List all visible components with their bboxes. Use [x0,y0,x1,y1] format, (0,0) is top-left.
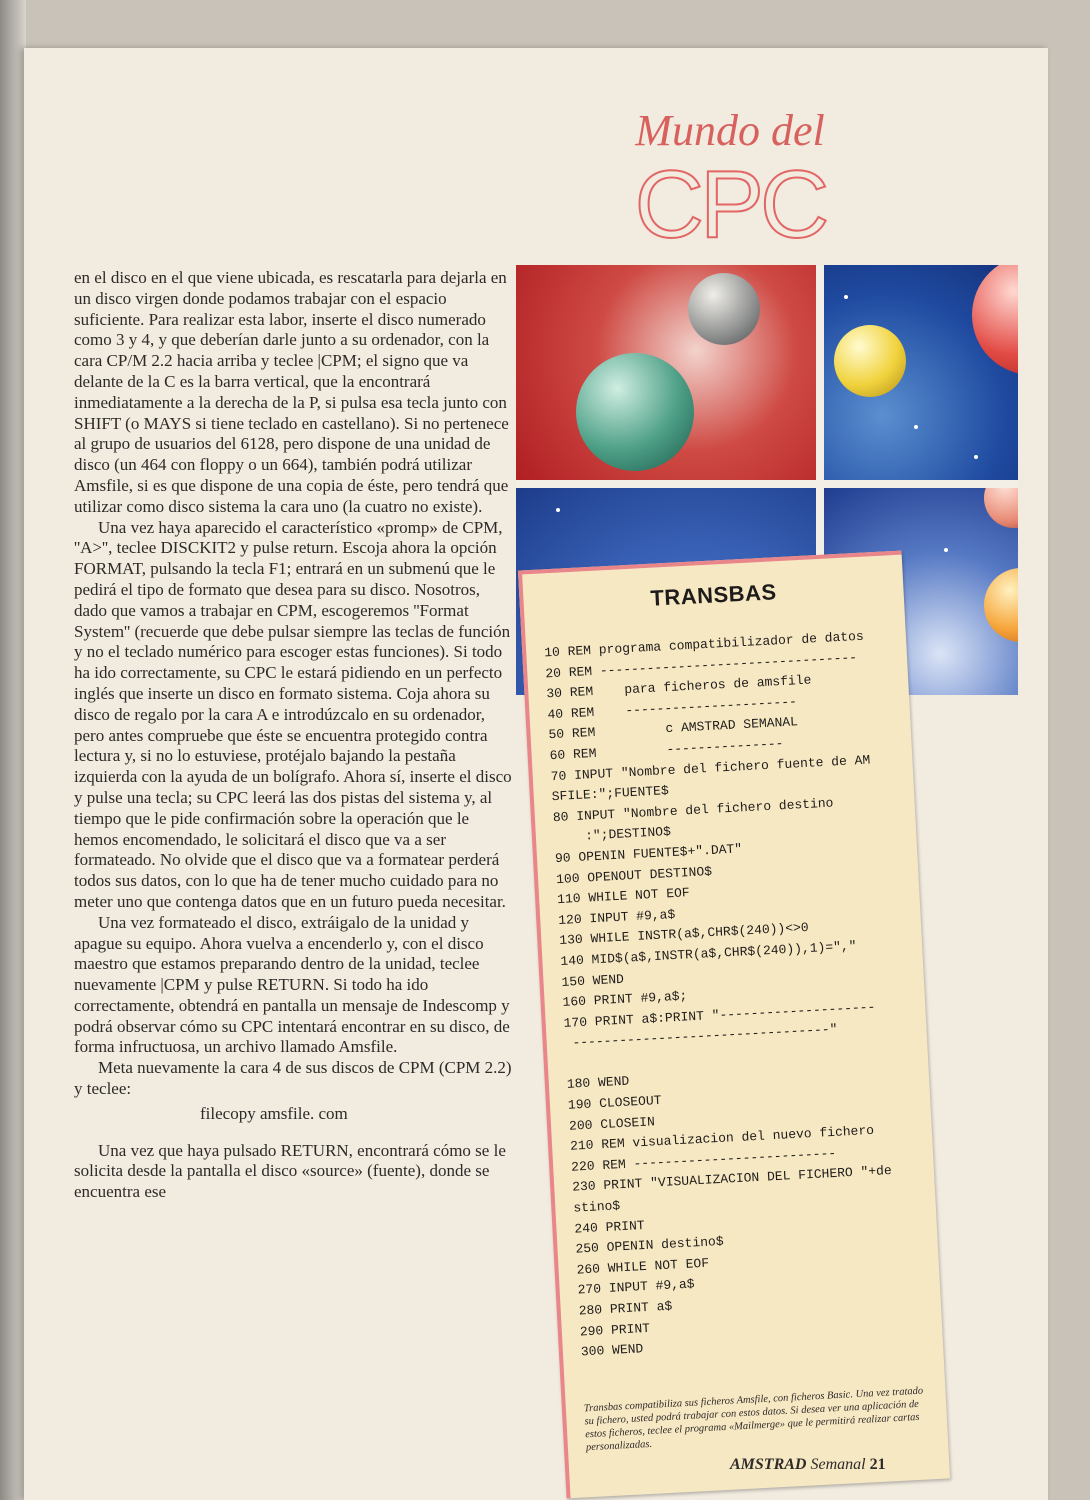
illustration-panel-blue [824,265,1018,480]
star-dot [974,455,978,459]
article-paragraph: Una vez formateado el disco, extráigalo de la unidad y apague su equipo. Ahora vuelva a encenderlo y, con el disco maestro que estamos preparando dentro de la unidad, teclee nuevamente |CPM y pulse RETURN. Si todo ha ido correctamente, obtendrá en pantalla un mensaje de Indescomp y podrá observar cómo su CPC intentará encontrar en su disco, de forma infructuosa, un archivo llamado Amsfile. [74,912,510,1057]
teal-sphere [576,353,694,471]
star-dot [556,508,560,512]
basic-code: 10 REM programa compatibilizador de datos 20 REM --------------------------------- 30 REM para ficheros de amsfile 40 REM ---------------------- 50 REM c AMSTRAD SEMANAL 60 REM --------------- 70 INPUT "Nombre del fichero fuente de AM SFILE:";FUENTE$ 80 INPUT "Nombre del fichero destino :";DESTINO$ 90 OPENIN FUENTE$+".DAT" 100 OPENOUT DESTINO$ 110 WHILE NOT EOF 120 INPUT #9,a$ 130 WHILE INSTR(a$,CHR$(240))<>0 140 MID$(a$,INSTR(a$,CHR$(240)),1)="," 150 WEND 160 PRINT #9,a$; 170 PRINT a$:PRINT "-------------------- ---------------------------------" 180 WEND 190 CLOSEOUT 200 CLOSEIN 210 REM visualizacion del nuevo fichero 220 REM -------------------------- 230 PRINT "VISUALIZACION DEL FICHERO "+de stino$ 240 PRINT 250 OPENIN destino$ 260 WHILE NOT EOF 270 INPUT #9,a$ 280 PRINT a$ 290 PRINT 300 WEND [543,628,893,1360]
footer-section: Semanal [810,1456,866,1473]
footer-brand: AMSTRAD [730,1456,807,1473]
star-dot [944,548,948,552]
page-number: 21 [869,1456,886,1473]
header-cpc-logo: CPC [634,151,826,258]
red-sphere [972,265,1018,375]
listing-title: TRANSBAS [649,579,778,611]
illustration-panel-red [516,265,816,480]
section-header [600,105,860,258]
article-paragraph: Una vez haya aparecido el característico «promp» de CPM, ''A>'', teclee DISCKIT2 y pulse return. Escoja ahora la opción FORMAT, pulsando la tecla F1; entrará en un submenú que le pedirá el tipo de formato que desea para su disco. Nosotros, dado que vamos a trabajar en CPM, escogeremos ''Format System'' (recuerde que debe pulsar siempre las teclas de función y no el teclado numérico para escoger estas funciones). Si todo ha ido correctamente, su CPC le estará pidiendo en un perfecto inglés que inserte un disco en formato sistema. Coja ahora su disco de regalo por la cara A e introdúzcalo en su ordenador, pero antes compruebe que éste se encuentra protegido contra lectura y, si no lo estuviese, protéjalo bajando la pestaña izquierda con la ayuda de un bolígrafo. Ahora sí, inserte el disco y pulse una tecla; su CPC leerá las dos pistas del sistema y, al tiempo que le pide confirmación sobre la operación que le hemos encomendado, le solicitará el disco que va a ser formateado. No olvide que el disco que va a formatear perderá todos sus datos, con lo que ha de tener mucho cuidado para no meter uno que contenga datos que en un futuro pueda necesitar. [74,517,512,911]
transbas-listing [518,551,950,1499]
listing-caption: Transbas compatibiliza sus ficheros Amsfile, con ficheros Basic. Una vez tratado su fichero, usted podrá trabajar con estos datos. Si desea ver una aplicación de estos ficheros, teclee el programa «Mailmerge» que le permitirá realizar cartas personalizadas. [583,1385,924,1454]
article-body [74,268,516,1203]
star-dot [914,425,918,429]
grey-sphere [688,273,760,345]
header-mundo-del: Mundo del [635,106,825,155]
article-paragraph: Meta nuevamente la cara 4 de sus discos de CPM (CPM 2.2) y teclee: [74,1058,512,1099]
star-dot [844,295,848,299]
command-line: filecopy amsfile. com [200,1103,348,1123]
orange-sphere [984,568,1018,642]
article-paragraph: en el disco en el que viene ubicada, es rescatarla para dejarla en un disco virgen donde podamos trabajar con el espacio suficiente. Para realizar esta labor, inserte el disco numerado como 3 y 4, y que deberían darle junto a su ordenador, con la cara CP/M 2.2 hacia arriba y teclee |CPM; el signo que va delante de la C es la barra vertical, que la encontrará inmediatamente a la derecha de la P, si pulsa esa tecla junto con SHIFT (o MAYS si tiene teclado en castellano). Si no pertenece al grupo de usuarios del 6128, pero dispone de una unidad de disco (un 464 con floppy o un 664), también podrá utilizar Amsfile, si es que dispone de una copia de éste, pero tendrá que utilizar como disco sistema la cara uno (la cuatro no existe). [74,268,509,516]
article-paragraph: Una vez que haya pulsado RETURN, encontrará cómo se le solicita desde la pantalla el disco «source» (fuente), donde se encuentra ese [74,1140,506,1202]
yellow-sphere [834,325,906,397]
book-spine [0,0,26,1500]
pink-sphere [984,488,1018,528]
page-footer [730,1456,886,1474]
